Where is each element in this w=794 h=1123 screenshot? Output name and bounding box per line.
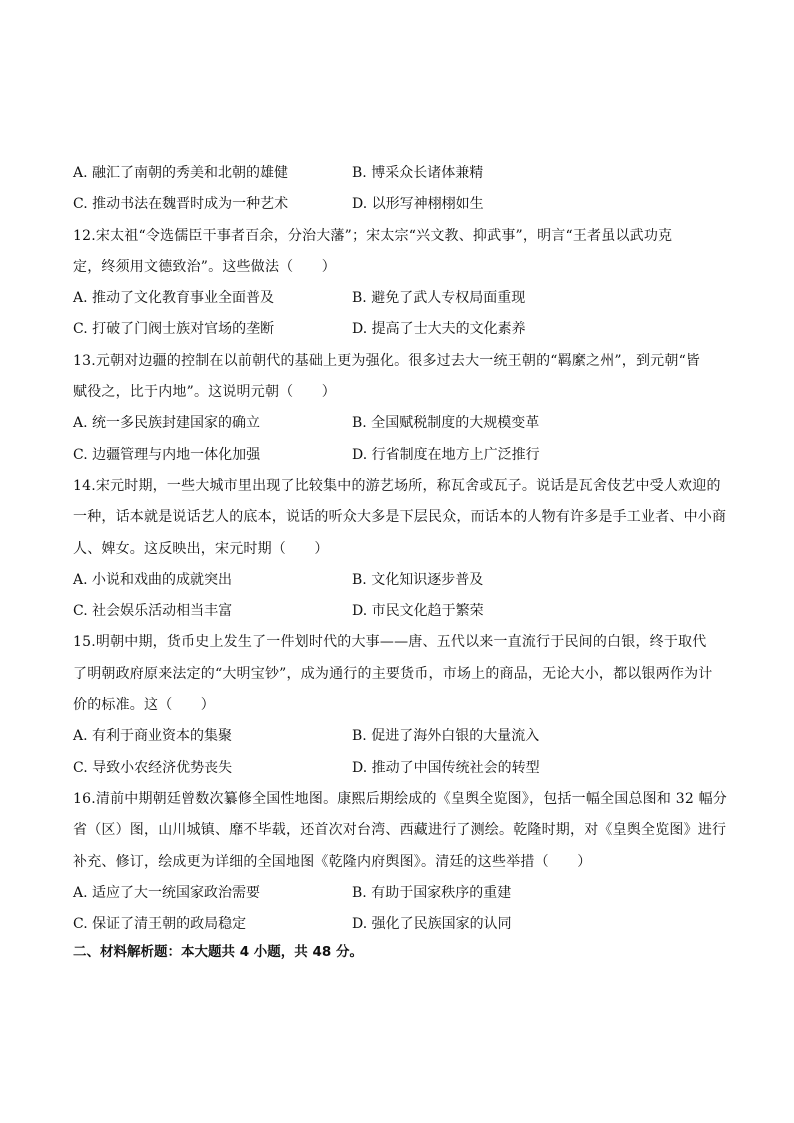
q16-option-d: D. 强化了民族国家的认同	[352, 916, 512, 933]
q16-option-a: A. 适应了大一统国家政治需要	[73, 884, 261, 901]
q16-options-row-2	[73, 909, 723, 940]
q14-stem-line-2: 一种，话本就是说话艺人的底本，说话的听众大多是下层民众，而话本的人物有许多是手工业者、中小商	[73, 509, 727, 526]
q15-stem-line-2: 了明朝政府原来法定的“大明宝钞”，成为通行的主要货币，市场上的商品，无论大小，都以银两作为计	[73, 665, 713, 682]
q14-stem-line-1: 14.宋元时期，一些大城市里出现了比较集中的游艺场所，称瓦舍或瓦子。说话是瓦舍伎艺中受人欢迎的	[73, 477, 721, 494]
q15-options-row-1	[73, 721, 723, 752]
q14-stem-line-3: 人、婢女。这反映出，宋元时期（ ）	[73, 540, 329, 557]
q14-option-b: B. 文化知识逐步普及	[352, 571, 484, 588]
q12-option-c: C. 打破了门阀士族对官场的垄断	[73, 321, 275, 338]
q12-stem-line-1: 12.宋太祖“令选儒臣干事者百余，分治大藩”；宋太宗“兴文教、抑武事”，明言“王者虽以武功克	[73, 227, 673, 244]
q12-option-b: B. 避免了武人专权局面重现	[352, 290, 526, 307]
q12-option-d: D. 提高了士大夫的文化素养	[352, 321, 526, 338]
q13-options-row-2	[73, 440, 723, 471]
q11-option-a: A. 融汇了南朝的秀美和北朝的雄健	[73, 165, 289, 181]
q15-option-c: C. 导致小农经济优势丧失	[73, 759, 233, 776]
q13-option-c: C. 边疆管理与内地一体化加强	[73, 446, 261, 463]
q13-stem-line-2: 赋役之，比于内地”。这说明元朝（ ）	[73, 384, 336, 401]
q11-option-b: B. 博采众长诸体兼精	[352, 165, 484, 181]
q13-option-a: A. 统一多民族封建国家的确立	[73, 415, 261, 432]
q16-options-row-1	[73, 878, 723, 909]
q16-stem-line-2: 省（区）图，山川城镇、靡不毕载，还首次对台湾、西藏进行了测绘。乾隆时期，对《皇舆全览图》进行	[73, 822, 727, 839]
q15-option-b: B. 促进了海外白银的大量流入	[352, 728, 540, 745]
q15-options-row-2	[73, 753, 723, 784]
q12-stem-line-2: 定，终须用文德致治”。这些做法（ ）	[73, 258, 336, 275]
q13-option-d: D. 行省制度在地方上广泛推行	[352, 446, 540, 463]
q11-option-c: C. 推动书法在魏晋时成为一种艺术	[73, 196, 289, 213]
q11-option-d: D. 以形写神栩栩如生	[352, 196, 484, 213]
q16-stem-line-1: 16.清前中期朝廷曾数次纂修全国性地图。康熙后期绘成的《皇舆全览图》，包括一幅全国总图和 32 幅分	[73, 790, 727, 807]
q13-stem-line-1: 13.元朝对边疆的控制在以前朝代的基础上更为强化。很多过去大一统王朝的“羁縻之州”，到元朝“皆	[73, 352, 701, 369]
q11-options-row-1	[73, 158, 723, 189]
q15-option-a: A. 有利于商业资本的集聚	[73, 728, 233, 745]
q15-stem-line-1: 15.明朝中期，货币史上发生了一件划时代的大事——唐、五代以来一直流行于民间的白银，终于取代	[73, 634, 707, 651]
q14-options-row-1	[73, 565, 723, 596]
q14-option-a: A. 小说和戏曲的成就突出	[73, 571, 233, 588]
section-heading: 二、材料解析题：本大题共 4 小题，共 48 分。	[73, 944, 363, 960]
q13-option-b: B. 全国赋税制度的大规模变革	[352, 415, 540, 432]
q16-stem-line-3: 补充、修订，绘成更为详细的全国地图《乾隆内府舆图》。清廷的这些举措（ ）	[73, 853, 592, 870]
q12-options-row-2	[73, 314, 723, 345]
q13-options-row-1	[73, 408, 723, 439]
q16-option-c: C. 保证了清王朝的政局稳定	[73, 916, 247, 933]
q16-option-b: B. 有助于国家秩序的重建	[352, 884, 512, 901]
q14-options-row-2	[73, 596, 723, 627]
exam-page	[73, 158, 727, 940]
q12-options-row-1	[73, 283, 723, 314]
q12-option-a: A. 推动了文化教育事业全面普及	[73, 290, 275, 307]
q14-option-d: D. 市民文化趋于繁荣	[352, 603, 484, 620]
q14-option-c: C. 社会娱乐活动相当丰富	[73, 603, 233, 620]
q11-options-row-2	[73, 189, 723, 220]
q15-option-d: D. 推动了中国传统社会的转型	[352, 759, 540, 776]
q15-stem-line-3: 价的标准。这（ ）	[73, 697, 215, 714]
